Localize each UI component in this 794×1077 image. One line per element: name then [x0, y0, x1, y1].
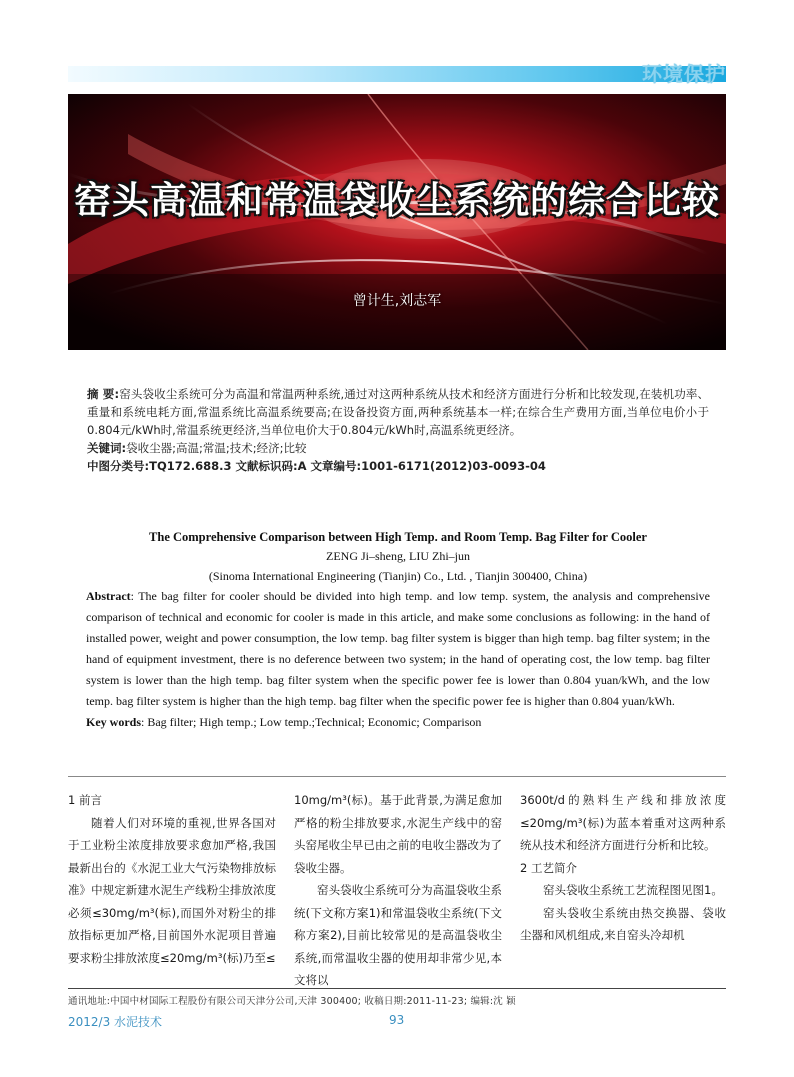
english-abstract-body	[86, 586, 710, 712]
chinese-keywords	[87, 439, 709, 457]
classification-line: 中图分类号:TQ172.688.3 文献标识码:A 文章编号:1001-6171(2012)03-0093-04	[87, 459, 546, 473]
body-column-2	[294, 789, 502, 992]
paragraph: 窑头袋收尘系统工艺流程图见图1。	[543, 883, 723, 897]
title-banner	[68, 94, 726, 350]
english-authors: ZENG Ji–sheng, LIU Zhi–jun	[326, 549, 470, 563]
section-tag: 环境保护	[642, 62, 726, 86]
journal-issue: 2012/3 水泥技术	[68, 1015, 163, 1029]
english-abstract-text: : The bag filter for cooler should be divided into high temp. and low temp. system, the analysis and comprehensive comparison of technical and economic for cooler is made in this article, and make some conclusions as following: in the hand of installed power, weight and power consumption, the low temp. bag filter system is bigger than high temp. bag filter system; in the hand of equipment investment, there is no deference between two system; in the hand of operating cost, the low temp. bag filter system is lower than the high temp. bag filter system when the specific power fee is lower than 0.804 yuan/kWh, and the low temp. bag filter system is higher than the high temp. bag filter when the specific power fee is higher than 0.804 yuan/kWh.	[86, 589, 710, 708]
paragraph: 随着人们对环境的重视,世界各国对于工业粉尘浓度排放要求愈加严格,我国最新出台的《水泥工业大气污染物排放标准》中规定新建水泥生产线粉尘排放浓度必须≤30mg/m³(标),而国外对粉尘的排放指标更加严格,目前国外水泥项目普遍要求粉尘排放浓度≤20mg/m³(标)乃至≤	[68, 815, 276, 965]
chinese-abstract	[87, 385, 709, 475]
body-column-1	[68, 789, 276, 969]
header-color-bar	[68, 66, 726, 82]
article-title: 窑头高温和常温袋收尘系统的综合比较	[74, 179, 720, 222]
abstract-text: 窑头袋收尘系统可分为高温和常温两种系统,通过对这两种系统从技术和经济方面进行分析和比较发现,在装机功率、重量和系统电耗方面,常温系统比高温系统要高;在设备投资方面,两种系统基本一样;在综合生产费用方面,当单位电价小于0.804元/kWh时,常温系统更经济,当单位电价大于0.804元/kWh时,高温系统更经济。	[87, 387, 709, 437]
keywords-label: 关键词:	[87, 441, 127, 455]
paragraph: 10mg/m³(标)。基于此背景,为满足愈加严格的粉尘排放要求,水泥生产线中的窑头窑尾收尘早已由之前的电收尘器改为了袋收尘器。	[294, 793, 502, 875]
body-column-3	[520, 789, 726, 947]
english-abstract-label: Abstract	[86, 589, 131, 603]
english-title: The Comprehensive Comparison between High Temp. and Room Temp. Bag Filter for Cooler	[149, 530, 647, 544]
chinese-abstract-body	[87, 385, 709, 439]
paragraph: 3600t/d的熟料生产线和排放浓度≤20mg/m³(标)为蓝本着重对这两种系统从技术和经济方面进行分析和比较。	[520, 793, 726, 852]
paragraph: 窑头袋收尘系统可分为高温袋收尘系统(下文称方案1)和常温袋收尘系统(下文称方案2),目前比较常见的是高温袋收尘系统,而常温收尘器的使用却非常少见,本文将以	[294, 883, 502, 987]
body-top-rule	[68, 776, 726, 777]
english-abstract	[86, 528, 710, 733]
section-heading-process: 2 工艺简介	[520, 860, 577, 875]
english-affiliation: (Sinoma International Engineering (Tianjin) Co., Ltd. , Tianjin 300400, China)	[208, 569, 588, 583]
page-number: 93	[389, 1013, 405, 1027]
english-keywords-label: Key words	[86, 715, 141, 729]
footer-address: 通讯地址:中国中材国际工程股份有限公司天津分公司,天津 300400; 收稿日期:2011-11-23; 编辑:沈 颖	[68, 996, 516, 1007]
article-authors: 曾计生,刘志军	[352, 293, 442, 309]
footer-rule	[68, 988, 726, 989]
keywords-text: 袋收尘器;高温;常温;技术;经济;比较	[126, 441, 307, 455]
paragraph: 窑头袋收尘系统由热交换器、袋收尘器和风机组成,来自窑头冷却机	[520, 905, 726, 942]
english-keywords-text: : Bag filter; High temp.; Low temp.;Technical; Economic; Comparison	[141, 715, 482, 729]
section-heading-intro: 1 前言	[68, 793, 102, 807]
abstract-label: 摘 要:	[87, 387, 120, 401]
english-keywords	[86, 712, 710, 733]
